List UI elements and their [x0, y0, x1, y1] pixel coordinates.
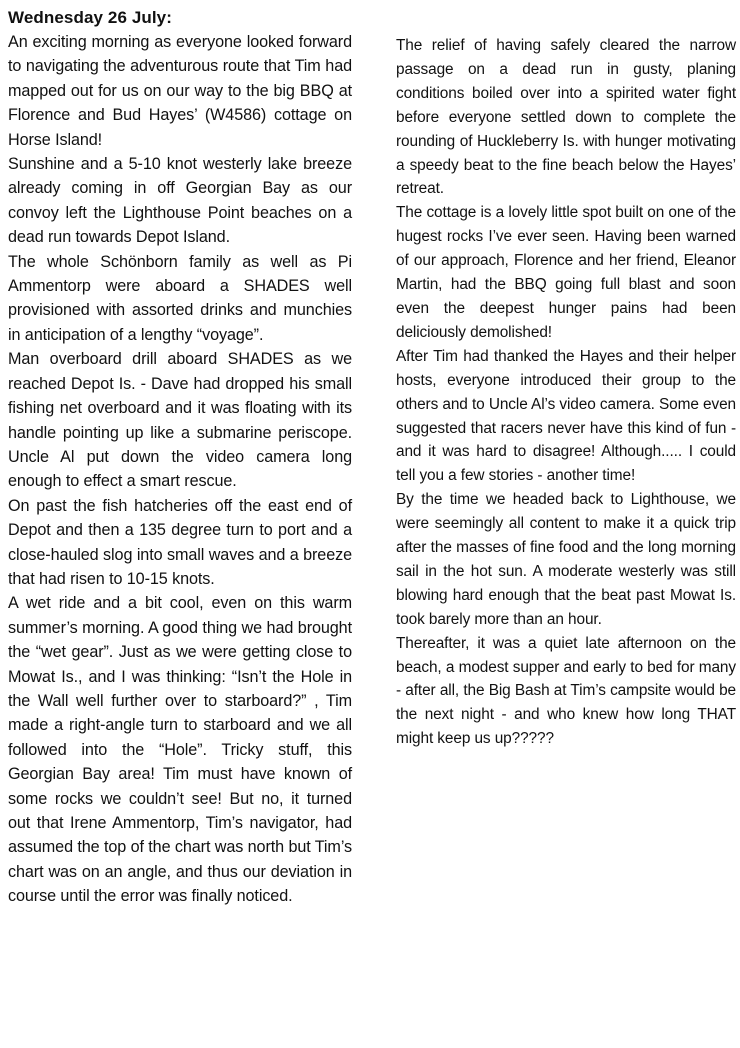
left-column [8, 6, 352, 909]
paragraph: Sunshine and a 5-10 knot westerly lake breeze already coming in off Georgian Bay as our convoy left the Lighthouse Point beaches on a dead run towards Depot Island. [8, 155, 352, 247]
paragraph: After Tim had thanked the Hayes and their helper hosts, everyone introduced their group to the others and to Uncle Al’s video camera. Some even suggested that racers never have this kind of fun - and it was hard to disagree! Although..... I could tell you a few stories - another time! [396, 347, 736, 485]
right-column [396, 34, 736, 751]
paragraph: Man overboard drill aboard SHADES as we reached Depot Is. - Dave had dropped his small fishing net overboard and it was floating with its handle pointing up like a submarine periscope. Uncle Al put down the video camera long enough to effect a smart rescue. [8, 350, 352, 491]
paragraph: On past the fish hatcheries off the east end of Depot and then a 135 degree turn to port and a close-hauled slog into small waves and a breeze that had risen to 10-15 knots. [8, 496, 352, 588]
paragraph: Thereafter, it was a quiet late afternoon on the beach, a modest supper and early to bed for many - after all, the Big Bash at Tim’s campsite would be the next night - and who knew how long THAT might keep us up????? [396, 634, 736, 748]
paragraph: The relief of having safely cleared the narrow passage on a dead run in gusty, planing conditions boiled over into a spirited water fight before everyone settled down to complete the rounding of Huckleberry Is. with hunger motivating a speedy beat to the fine beach below the Hayes’ retreat. [396, 37, 736, 198]
paragraph: A wet ride and a bit cool, even on this warm summer’s morning. A good thing we had brought the “wet gear”. Just as we were getting close to Mowat Is., and I was thinking: “Isn’t the Hole in the Wall well further over to starboard?” , Tim made a right-angle turn to starboard and we all followed into the “Hole”. Tricky stuff, this Georgian Bay area! Tim must have known of some rocks we couldn’t see! But no, it turned out that Irene Ammentorp, Tim’s navigator, had assumed the top of the chart was north but Tim’s chart was on an angle, and thus our deviation in course until the error was finally noticed. [8, 594, 353, 906]
paragraph: By the time we headed back to Lighthouse, we were seemingly all content to make it a quick trip after the masses of fine food and the long morning sail in the hot sun. A moderate westerly was still blowing hard enough that the beat past Mowat Is. took barely more than an hour. [396, 491, 736, 628]
paragraph: The whole Schönborn family as well as Pi Ammentorp were aboard a SHADES well provisioned with assorted drinks and munchies in anticipation of a lengthy “voyage”. [8, 252, 352, 344]
date-heading: Wednesday 26 July: [8, 8, 172, 27]
paragraph: The cottage is a lovely little spot built on one of the hugest rocks I’ve ever seen. Having been warned of our approach, Florence and her friend, Eleanor Martin, had the BBQ going full blast and soon even the deepest hunger pains had been deliciously demolished! [396, 204, 736, 341]
paragraph: An exciting morning as everyone looked forward to navigating the adventurous route that Tim had mapped out for us on our way to the big BBQ at Florence and Bud Hayes’ (W4586) cottage on Horse Island! [8, 33, 352, 149]
